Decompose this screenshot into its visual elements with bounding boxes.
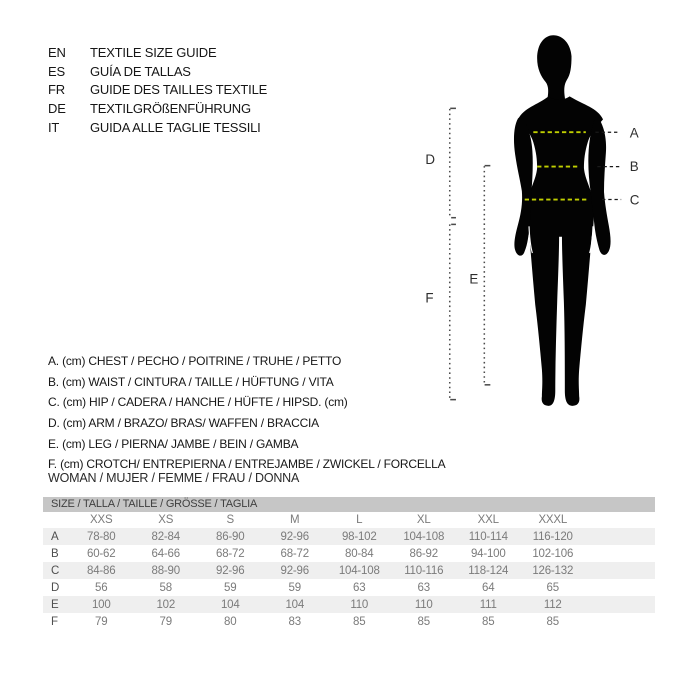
measure-label-e: E [469,271,479,287]
cell: 86-92 [409,547,438,560]
table-row-e [43,596,655,613]
language-code: EN [48,45,66,60]
col-header-xl: XL [416,514,431,526]
measure-label-b: B [629,158,639,174]
table-row-f [43,613,655,630]
language-code: FR [48,82,65,98]
guide-title-es: GUÍA DE TALLAS [90,63,191,79]
cell: 83 [288,615,301,628]
cell: 104 [220,598,240,611]
guide-title-de: TEXTILGRÖßENFÜHRUNG [90,101,251,117]
cell: 110-114 [468,530,508,543]
silhouette-head [537,35,571,108]
cell: 98-102 [341,530,377,543]
measurement-legend [48,351,445,475]
cell: 92-96 [280,530,309,543]
language-row-en [48,44,267,63]
row-label: A [51,530,59,543]
col-header-xxl: XXL [477,514,499,526]
legend-item-hip: C. (cm) HIP / CADERA / HANCHE / HÜFTE / HIPSD. (cm) [48,395,348,410]
language-code: IT [48,119,60,135]
table-row-c [43,562,655,579]
woman-silhouette [514,35,611,406]
measure-label-d: D [425,152,436,168]
row-label: C [51,564,60,577]
cell: 110 [350,598,369,611]
language-code: DE [48,101,66,117]
cell: 85 [417,615,430,628]
cell: 64-66 [151,547,180,560]
cell: 126-132 [532,564,574,577]
cell: 118-124 [468,564,509,577]
col-header-xs: XS [158,514,174,526]
cell: 104 [285,598,305,611]
measure-label-c: C [629,192,640,208]
cell: 85 [353,615,366,628]
language-title-list [48,44,267,137]
language-row-es [48,63,267,82]
cell: 82-84 [151,530,180,543]
cell: 59 [288,581,301,594]
cell: 84-86 [87,564,116,577]
cell: 116-120 [532,530,573,543]
cell: 78-80 [87,530,116,543]
cell: 104-108 [403,530,445,543]
cell: 58 [159,581,172,594]
measure-label-a: A [629,125,639,141]
cell: 79 [159,615,172,628]
cell: 110 [414,598,433,611]
cell: 85 [546,615,559,628]
size-table [43,497,655,630]
size-table-column-headers [43,512,655,528]
cell: 110-116 [404,564,444,577]
legend-item-waist: B. (cm) WAIST / CINTURA / TAILLE / HÜFTUNG / VITA [48,374,334,389]
cell: 68-72 [216,547,245,560]
row-label: E [51,598,59,611]
cell: 68-72 [280,547,309,560]
cell: 92-96 [280,564,309,577]
cell: 85 [482,615,495,628]
cell: 65 [546,581,559,594]
measure-label-f: F [425,290,434,306]
table-row-b [43,545,655,562]
cell: 104-108 [338,564,380,577]
col-header-xxs: XXS [90,514,113,526]
cell: 102 [156,598,176,611]
cell: 94-100 [470,547,506,560]
col-header-l: L [356,514,363,526]
size-table-title-bar: SIZE / TALLA / TAILLE / GRÖSSE / TAGLIA [43,497,655,512]
language-row-de [48,100,267,119]
cell: 92-96 [216,564,245,577]
audience-line: WOMAN / MUJER / FEMME / FRAU / DONNA [48,471,300,485]
cell: 79 [95,615,108,628]
cell: 88-90 [151,564,180,577]
guide-title-it: GUIDA ALLE TAGLIE TESSILI [90,119,261,135]
cell: 60-62 [87,547,116,560]
cell: 80-84 [345,547,374,560]
table-row-d [43,579,655,596]
guide-title-fr: GUIDE DES TAILLES TEXTILE [90,82,268,98]
language-row-fr [48,81,267,100]
cell: 102-106 [532,547,574,560]
legend-item-leg: E. (cm) LEG / PIERNA/ JAMBE / BEIN / GAMBA [48,436,299,451]
cell: 63 [353,581,366,594]
vertical-guide-lines [450,108,491,399]
cell: 112 [543,598,562,611]
legend-item-crotch: F. (cm) CROTCH/ ENTREPIERNA / ENTREJAMBE / ZWICKEL / FORCELLA [48,457,446,472]
cell: 63 [417,581,430,594]
cell: 86-90 [216,530,245,543]
row-label: D [51,581,60,594]
table-row-a [43,528,655,545]
cell: 111 [479,598,497,611]
col-header-m: M [290,514,300,526]
col-header-xxxl: XXXL [538,514,568,526]
legend-item-chest: A. (cm) CHEST / PECHO / POITRINE / TRUHE / PETTO [48,354,342,368]
cell: 100 [91,598,111,611]
legend-item-arm: D. (cm) ARM / BRAZO/ BRAS/ WAFFEN / BRACCIA [48,416,319,431]
cell: 59 [224,581,237,594]
col-header-s: S [226,514,234,526]
cell: 80 [224,615,237,628]
cell: 64 [482,581,495,594]
row-label: F [51,615,58,628]
cell: 56 [95,581,108,594]
guide-title-en: TEXTILE SIZE GUIDE [90,45,217,60]
language-code: ES [48,63,65,79]
language-row-it [48,119,267,138]
row-label: B [51,547,59,560]
